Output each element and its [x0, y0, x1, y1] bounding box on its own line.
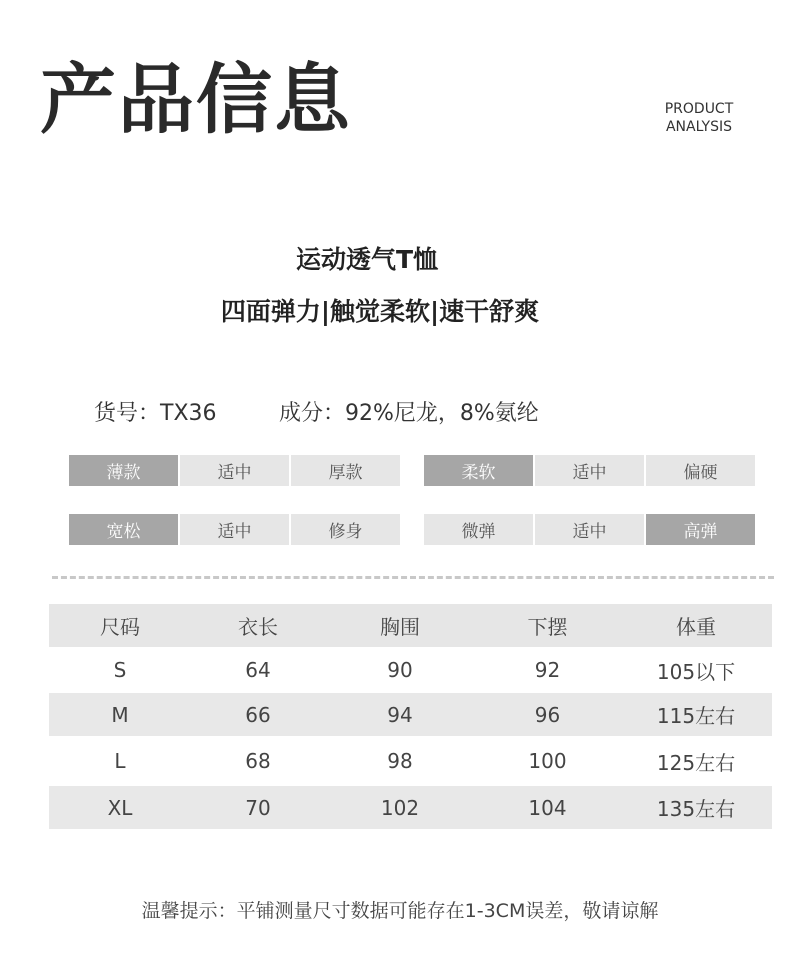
table-cell: 92 — [534, 658, 561, 682]
softness-option: 适中 — [535, 455, 644, 486]
table-cell: 68 — [245, 749, 271, 773]
product-features: 四面弹力|触觉柔软|速干舒爽 — [220, 297, 540, 326]
thickness-option: 适中 — [180, 455, 289, 486]
fit-option: 适中 — [180, 514, 289, 545]
table-header-row — [49, 604, 772, 647]
table-cell: 125左右 — [656, 750, 736, 775]
product-name: 运动透气T恤 — [295, 245, 439, 274]
softness-selector — [424, 455, 757, 486]
table-cell: 70 — [245, 795, 271, 820]
elasticity-option: 高弹 — [646, 514, 755, 545]
page-title: 产品信息 — [40, 55, 352, 144]
table-cell: 90 — [387, 658, 413, 682]
table-row — [49, 736, 772, 786]
table-cell: XL — [107, 795, 133, 820]
table-cell: 100 — [528, 749, 567, 773]
subtitle-line-2: ANALYSIS — [665, 119, 733, 135]
composition: 成分：92%尼龙，8%氨纶 — [279, 401, 539, 426]
table-cell: M — [111, 702, 129, 727]
table-row — [49, 693, 772, 736]
table-cell: 94 — [387, 702, 413, 727]
column-header: 尺码 — [100, 615, 140, 639]
table-cell: 66 — [245, 702, 271, 727]
thickness-selector — [69, 455, 402, 486]
section-divider — [52, 576, 774, 579]
item-number: 货号：TX36 — [94, 401, 217, 426]
fit-selector — [69, 514, 402, 545]
table-row — [49, 786, 772, 829]
fit-option: 宽松 — [69, 514, 178, 545]
thickness-option: 厚款 — [291, 455, 400, 486]
table-cell: 98 — [387, 749, 413, 773]
table-cell: 135左右 — [656, 797, 736, 821]
page-subtitle — [656, 100, 742, 136]
table-cell: 115左右 — [656, 704, 736, 728]
table-cell: 104 — [528, 795, 567, 820]
table-cell: L — [114, 749, 126, 773]
table-cell: 64 — [245, 658, 271, 682]
elasticity-option: 微弹 — [424, 514, 533, 545]
thickness-option: 薄款 — [69, 455, 178, 486]
table-cell: S — [113, 658, 127, 682]
fit-option: 修身 — [291, 514, 400, 545]
softness-option: 偏硬 — [646, 455, 755, 486]
softness-option: 柔软 — [424, 455, 533, 486]
column-header: 胸围 — [380, 615, 420, 639]
elasticity-option: 适中 — [535, 514, 644, 545]
measurement-note: 温馨提示：平铺测量尺寸数据可能存在1-3CM误差，敬请谅解 — [141, 900, 659, 922]
table-row — [49, 647, 772, 693]
column-header: 衣长 — [238, 615, 278, 639]
table-cell: 96 — [534, 702, 561, 727]
table-cell: 105以下 — [656, 659, 736, 684]
subtitle-line-1: PRODUCT — [664, 101, 734, 117]
elasticity-selector — [424, 514, 757, 545]
column-header: 下摆 — [527, 615, 568, 639]
column-header: 体重 — [676, 615, 716, 639]
size-table — [49, 604, 772, 829]
table-cell: 102 — [380, 795, 420, 820]
